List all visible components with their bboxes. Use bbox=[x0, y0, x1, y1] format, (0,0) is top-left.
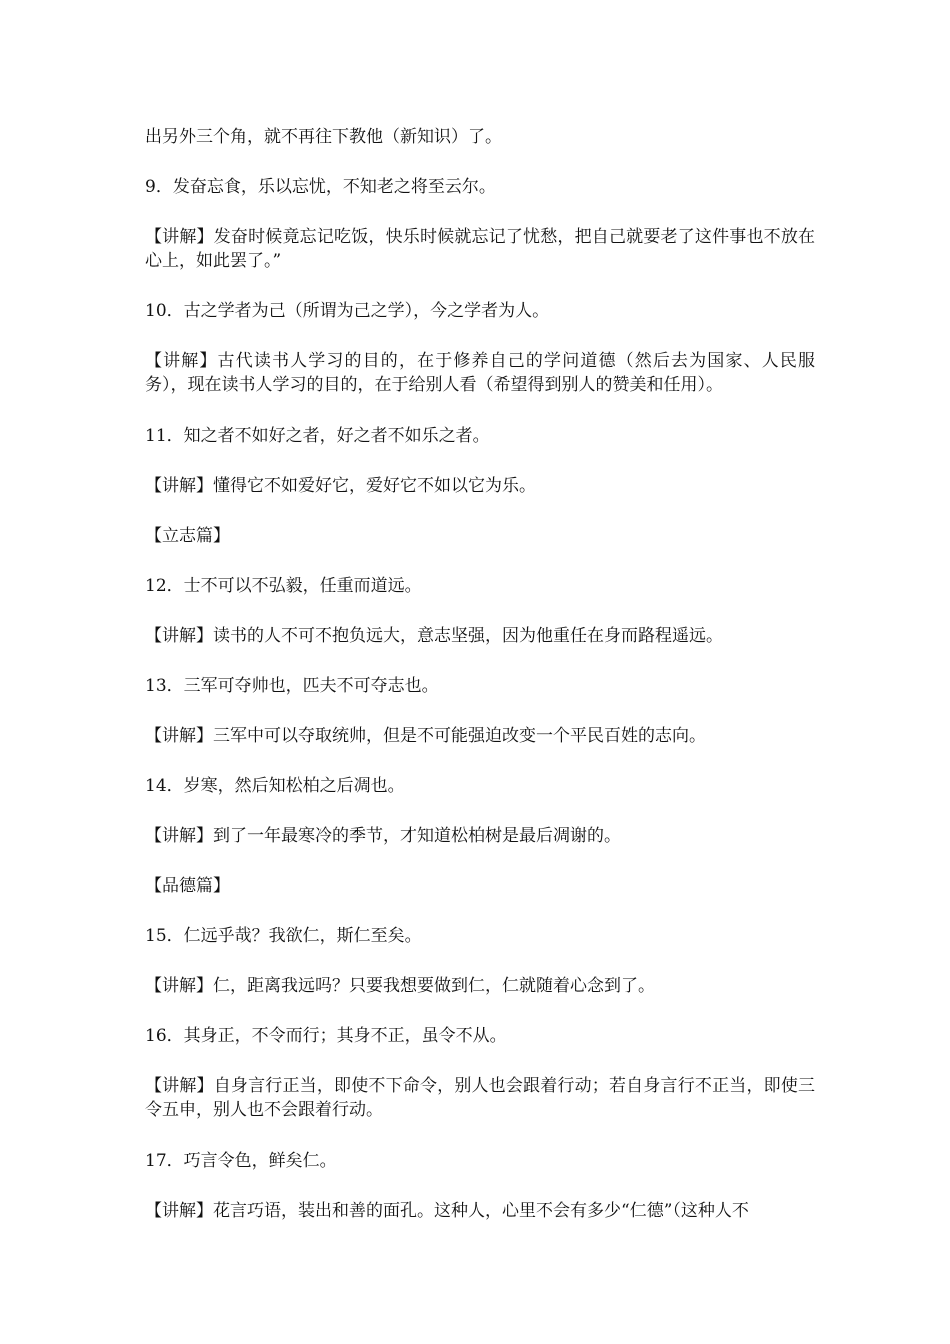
explanation-15: 【讲解】仁，距离我远吗？只要我想要做到仁，仁就随着心念到了。 bbox=[145, 976, 655, 996]
quote-17: 17．巧言令色，鲜矣仁。 bbox=[145, 1151, 337, 1171]
quote-11: 11．知之者不如好之者，好之者不如乐之者。 bbox=[145, 426, 490, 446]
explanation-17: 【讲解】花言巧语，装出和善的面孔。这种人，心里不会有多少“仁德”（这种人不 bbox=[145, 1201, 749, 1221]
quote-13: 13．三军可夺帅也，匹夫不可夺志也。 bbox=[145, 676, 439, 696]
quote-16: 16．其身正，不令而行；其身不正，虽令不从。 bbox=[145, 1026, 507, 1046]
explanation-13: 【讲解】三军中可以夺取统帅，但是不可能强迫改变一个平民百姓的志向。 bbox=[145, 726, 706, 746]
paragraph-continuation: 出另外三个角，就不再往下教他（新知识）了。 bbox=[145, 127, 502, 147]
section-heading-pinde: 【品德篇】 bbox=[145, 876, 230, 896]
quote-9: 9．发奋忘食，乐以忘忧，不知老之将至云尔。 bbox=[145, 177, 496, 197]
explanation-12: 【讲解】读书的人不可不抱负远大，意志坚强，因为他重任在身而路程遥远。 bbox=[145, 626, 723, 646]
explanation-14: 【讲解】到了一年最寒冷的季节，才知道松柏树是最后凋谢的。 bbox=[145, 826, 621, 846]
quote-14: 14．岁寒，然后知松柏之后凋也。 bbox=[145, 776, 405, 796]
document-page bbox=[145, 0, 815, 1344]
quote-12: 12．士不可以不弘毅，任重而道远。 bbox=[145, 576, 422, 596]
explanation-11: 【讲解】懂得它不如爱好它，爱好它不如以它为乐。 bbox=[145, 476, 536, 496]
quote-15: 15．仁远乎哉？我欲仁，斯仁至矣。 bbox=[145, 926, 422, 946]
section-heading-lizhi: 【立志篇】 bbox=[145, 526, 230, 546]
explanation-10: 【讲解】古代读书人学习的目的，在于修养自己的学问道德（然后去为国家、人民服务），现在读书人学习的目的，在于给别人看（希望得到别人的赞美和任用）。 bbox=[145, 351, 815, 395]
explanation-9: 【讲解】发奋时候竟忘记吃饭，快乐时候就忘记了忧愁，把自己就要老了这件事也不放在心上，如此罢了。” bbox=[145, 227, 815, 271]
quote-10: 10．古之学者为己（所谓为己之学），今之学者为人。 bbox=[145, 301, 550, 321]
explanation-16: 【讲解】自身言行正当，即使不下命令，别人也会跟着行动；若自身言行不正当，即使三令五申，别人也不会跟着行动。 bbox=[145, 1076, 815, 1120]
